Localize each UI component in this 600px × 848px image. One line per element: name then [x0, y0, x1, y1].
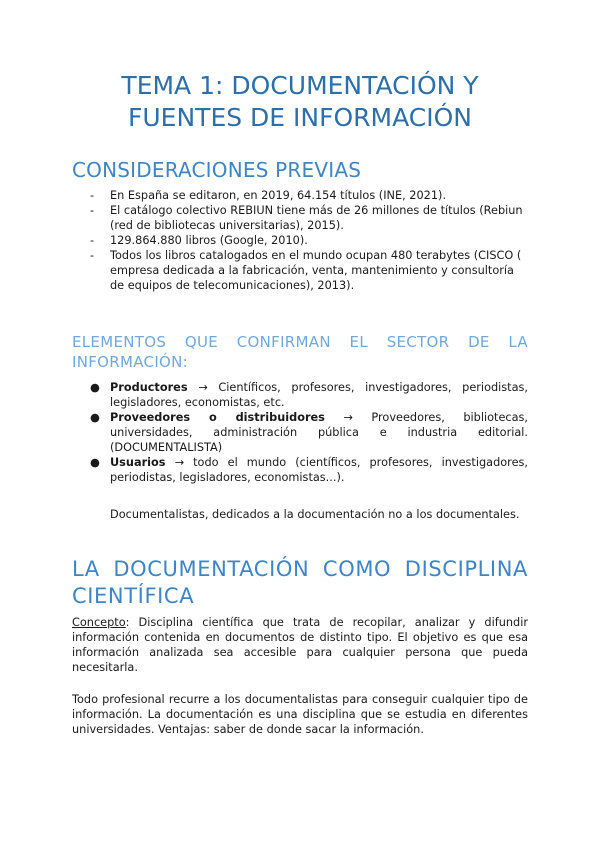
consideraciones-list [72, 188, 528, 293]
list-item-text: → Proveedores, bibliotecas, universidades, administración pública e industria editorial. (DOCUMENTALISTA) [110, 411, 528, 454]
dash-marker: - [90, 189, 95, 202]
dash-marker: - [90, 234, 95, 247]
list-item-text: 129.864.880 libros (Google, 2010). [110, 234, 308, 247]
list-item [72, 410, 528, 455]
section-heading-elementos: ELEMENTOS QUE CONFIRMAN EL SECTOR DE LA INFORMACIÓN: [72, 333, 528, 371]
section-heading-consideraciones: CONSIDERACIONES PREVIAS [72, 158, 362, 182]
list-item [72, 455, 528, 485]
concept-paragraph [72, 615, 528, 675]
list-item [72, 248, 528, 293]
list-item-text: → todo el mundo (científicos, profesores, investigadores, periodistas, legisladores, economistas...). [110, 456, 528, 484]
page-title-line-2: FUENTES DE INFORMACIÓN [128, 103, 472, 132]
bullet-marker: ● [90, 456, 100, 469]
elementos-list [72, 380, 528, 485]
list-item [72, 188, 528, 203]
list-item-term: Proveedores o distribuidores [110, 411, 325, 424]
page-title [60, 70, 540, 134]
list-item-term: Usuarios [110, 456, 166, 469]
page-title-line-1: TEMA 1: DOCUMENTACIÓN Y [121, 71, 479, 100]
list-item [72, 380, 528, 410]
bullet-marker: ● [90, 381, 100, 394]
concept-text: : Disciplina científica que trata de recopilar, analizar y difundir información contenida en documentos de distinto tipo. El objetivo es que esa información analizada sea accesible para cualquier persona que pueda necesitarla. [72, 616, 528, 674]
concept-term: Concepto [72, 616, 126, 629]
second-paragraph: Todo profesional recurre a los documentalistas para conseguir cualquier tipo de información. La documentación es una disciplina que se estudia en diferentes universidades. Ventajas: saber de donde sacar la información. [72, 693, 528, 736]
dash-marker: - [90, 249, 95, 262]
list-item [72, 233, 528, 248]
list-item-text: En España se editaron, en 2019, 64.154 títulos (INE, 2021). [110, 189, 447, 202]
list-item [72, 203, 528, 233]
list-item-text: → Científicos, profesores, investigadores, periodistas, legisladores, economistas, etc. [110, 381, 528, 409]
section-heading-disciplina: LA DOCUMENTACIÓN COMO DISCIPLINA CIENTÍFICA [72, 557, 528, 608]
list-item-text: El catálogo colectivo REBIUN tiene más de 26 millones de títulos (Rebiun (red de bibliotecas universitarias), 2015). [110, 204, 523, 232]
dash-marker: - [90, 204, 95, 217]
list-item-text: Todos los libros catalogados en el mundo ocupan 480 terabytes (CISCO ( empresa dedicada a la fabricación, venta, mantenimiento y consultoría de equipos de telecomunicaciones), 2013). [110, 249, 522, 292]
list-item-term: Productores [110, 381, 188, 394]
bullet-marker: ● [90, 411, 100, 424]
documentalistas-note: Documentalistas, dedicados a la documentación no a los documentales. [110, 508, 520, 521]
